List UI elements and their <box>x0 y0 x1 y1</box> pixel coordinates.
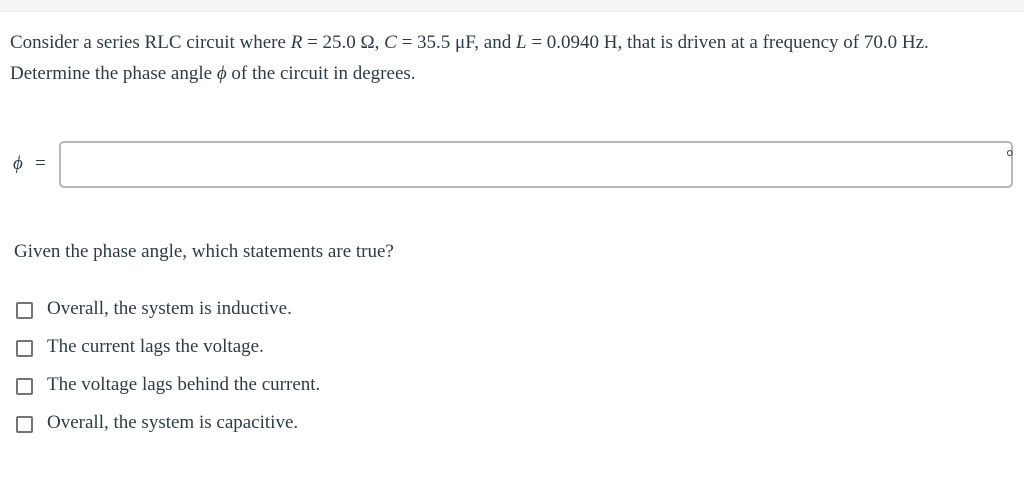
question-text-part: = 25.0 Ω, <box>302 32 385 53</box>
option-label[interactable]: Overall, the system is capacitive. <box>47 412 299 433</box>
inductance-symbol: L <box>515 32 527 53</box>
phase-angle-input[interactable] <box>59 141 1013 188</box>
statements-prompt: Given the phase angle, which statements are true? <box>14 241 394 262</box>
question-text-part: Consider a series RLC circuit where <box>10 32 291 53</box>
question-text-part: = 0.0940 H, that is driven at a frequency of 70.0 Hz. <box>526 32 929 53</box>
option-label[interactable]: Overall, the system is inductive. <box>47 298 292 319</box>
equals-sign: = <box>35 153 46 174</box>
statement-options <box>16 290 320 442</box>
phi-symbol: ϕ <box>216 63 227 84</box>
question-text-part: of the circuit in degrees. <box>226 63 416 84</box>
checkbox-current-lags[interactable] <box>16 340 33 357</box>
checkbox-voltage-lags[interactable] <box>16 378 33 395</box>
option-label[interactable]: The current lags the voltage. <box>47 336 264 357</box>
question-text-part: = 35.5 μF, and <box>396 32 516 53</box>
checkbox-inductive[interactable] <box>16 302 33 319</box>
option-inductive[interactable] <box>16 290 320 328</box>
capacitance-symbol: C <box>384 32 397 53</box>
checkbox-capacitive[interactable] <box>16 416 33 433</box>
answer-variable-label: ϕ <box>13 153 23 174</box>
top-bar <box>0 0 1024 12</box>
answer-row <box>13 141 1023 188</box>
resistance-symbol: R <box>290 32 303 53</box>
degree-unit: ° <box>1006 147 1014 168</box>
option-current-lags[interactable] <box>16 328 320 366</box>
option-label[interactable]: The voltage lags behind the current. <box>47 374 321 395</box>
question-text <box>10 27 1022 89</box>
question-text-part: Determine the phase angle <box>10 63 217 84</box>
option-voltage-lags[interactable] <box>16 366 320 404</box>
option-capacitive[interactable] <box>16 404 320 442</box>
